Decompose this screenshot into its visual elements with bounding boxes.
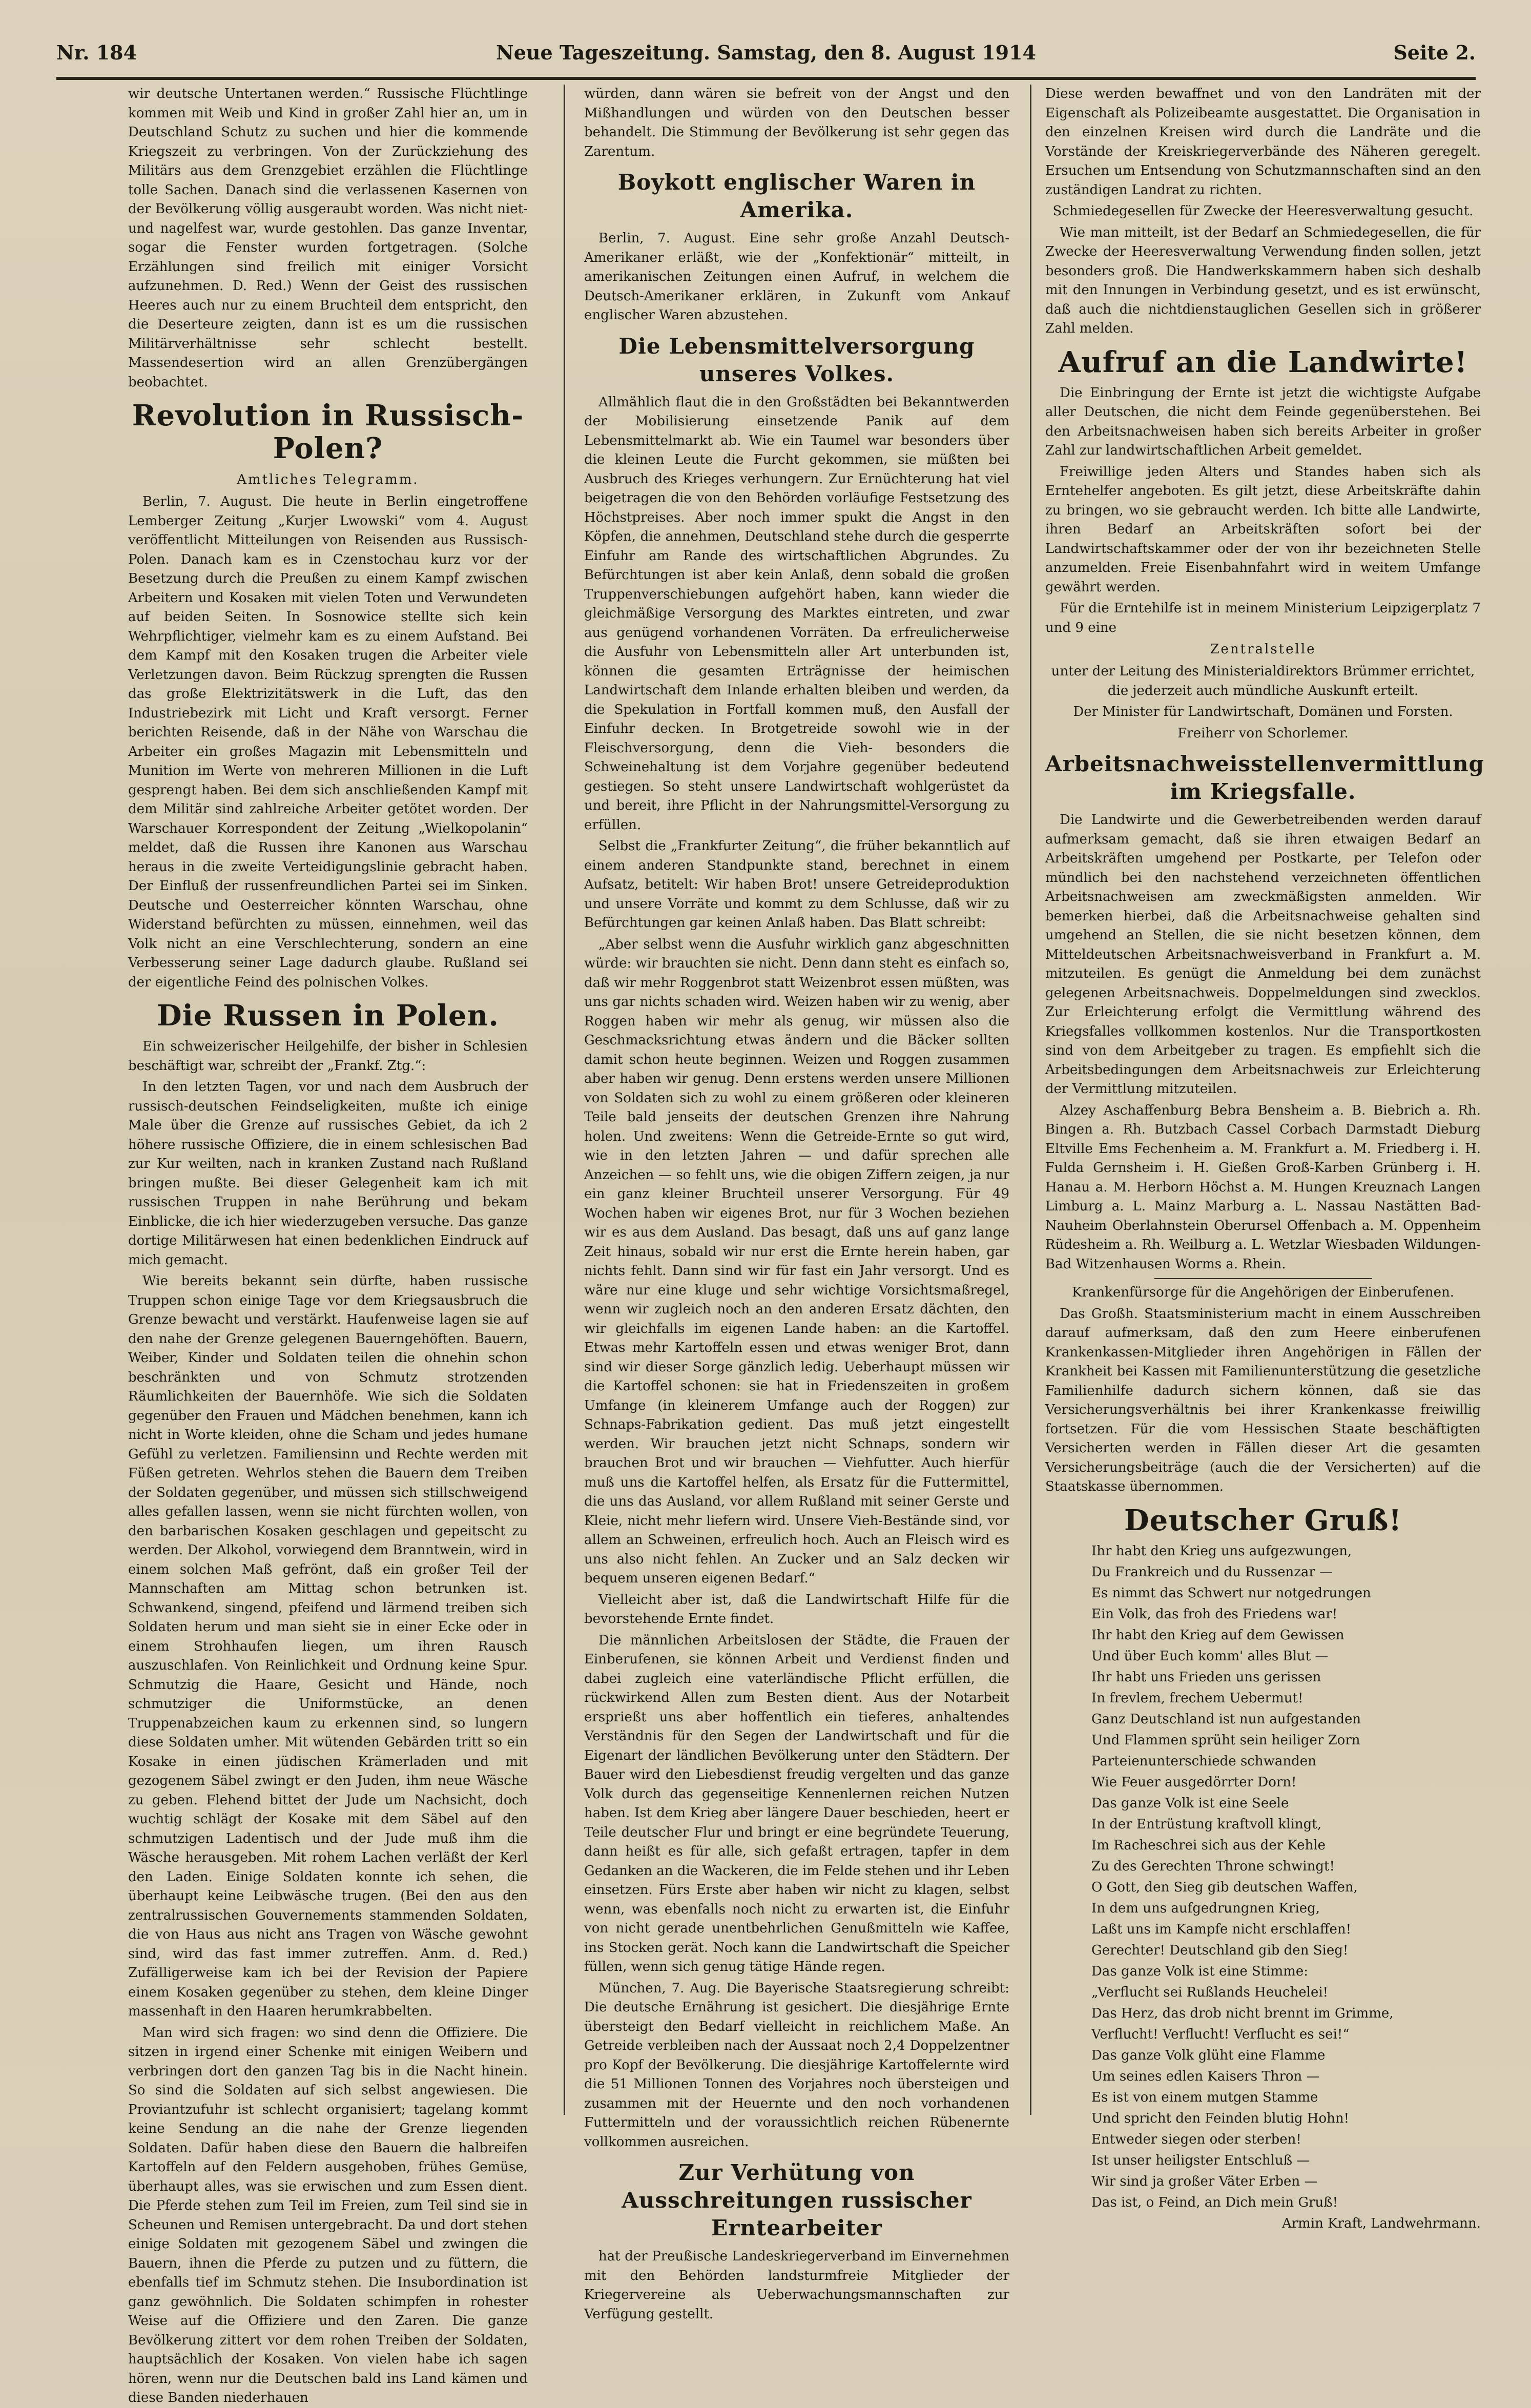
poem-line: Und spricht den Feinden blutig Hohn! xyxy=(1091,2110,1350,2126)
poem-line: Zu des Gerechten Throne schwingt! xyxy=(1091,1858,1335,1874)
subheadline-schmiedegesellen: Schmiedegesellen für Zwecke der Heeresverwaltung gesucht. xyxy=(1052,203,1474,219)
poem-line: Wie Feuer ausgedörrter Dorn! xyxy=(1091,1774,1297,1790)
issue-number: Nr. 184 xyxy=(56,41,137,64)
poem-line: Du Frankreich und du Russenzar — xyxy=(1091,1564,1333,1580)
paragraph: Ein schweizerischer Heilgehilfe, der bisher in Schlesien beschäftigt war, schreibt der „Frankf. Ztg.“: xyxy=(128,1039,528,1074)
paragraph: Selbst die „Frankfurter Zeitung“, die früher bekanntlich auf einem anderen Standpunkte stand, berechnet in einem Aufsatz, betitelt: Wir haben Brot! unsere Getreideproduktion und unsere Vorräte und kommt zu dem Schlusse, daß wir zu Befürchtungen gar keinen Anlaß haben. Das Blatt schreibt: xyxy=(584,838,1009,931)
paragraph: Freiwillige jeden Alters und Standes haben sich als Erntehelfer angeboten. Es gilt jetzt, diese Arbeitskräfte dahin zu bringen, wo sie gebraucht werden. Ich bitte alle Landwirte, ihren Bedarf an Arbeitskräften sofort bei der Landwirtschaftskammer oder der von ihr bezeichneten Stelle anzumelden. Freie Eisenbahnfahrt wird in weitem Umfange gewährt werden. xyxy=(1045,464,1481,595)
column-1 xyxy=(128,85,528,2405)
masthead xyxy=(56,36,1476,72)
poem-line: Das ganze Volk glüht eine Flamme xyxy=(1091,2047,1326,2063)
paragraph: würden, dann wären sie befreit von der Angst und den Mißhandlungen und würden von den Deutschen besser behandelt. Die Stimmung der Bevölkerung ist sehr gegen das Zarentum. xyxy=(584,86,1009,159)
poem-line: Das ganze Volk ist eine Seele xyxy=(1091,1795,1289,1811)
headline-deutscher-gruss: Deutscher Gruß! xyxy=(1124,1503,1402,1537)
poem-line: Entweder siegen oder sterben! xyxy=(1091,2131,1301,2147)
poem-line: Und über Euch komm' alles Blut — xyxy=(1091,1648,1329,1664)
column-divider xyxy=(1030,85,1031,2115)
paragraph: Wie man mitteilt, ist der Bedarf an Schmiedegesellen, die für Zwecke der Heeresverwaltung Verwendung finden sollen, jetzt besonders groß. Die Handwerkskammern haben sich deshalb mit den Innungen in Verbindung gesetzt, und es ist erwünscht, daß auch die nichtdienstauglichen Gesellen sich in größerer Zahl melden. xyxy=(1045,224,1481,336)
poem-line: Das ist, o Feind, an Dich mein Gruß! xyxy=(1091,2194,1338,2210)
subheadline-krankenfuersorge: Krankenfürsorge für die Angehörigen der Einberufenen. xyxy=(1071,1285,1455,1300)
poem-line: Ein Volk, das froh des Friedens war! xyxy=(1091,1606,1338,1622)
poem-line: O Gott, den Sieg gib deutschen Waffen, xyxy=(1091,1879,1358,1895)
paragraph: Die männlichen Arbeitslosen der Städte, die Frauen der Einberufenen, sie können Arbeit und Verdienst finden und dabei zugleich eine vaterländische Pflicht erfüllen, die rückwirkend Allen zum Besten dient. Aus der Notarbeit ersprießt uns aber hoffentlich ein tieferes, anhaltendes Verständnis für den Segen der Landwirtschaft und für die Eigenart der ländlichen Bevölkerung unter den Städtern. Der Bauer wird den Liebesdienst freudig vergelten und das ganze Volk durch das gegenseitige Kennenlernen reichen Nutzen haben. Ist dem Krieg aber längere Dauer beschieden, heert er Teile deutscher Flur und bringt er eine begründete Teuerung, dann heißt es für alle, sich gefaßt ertragen, tapfer in dem Gedanken an die Wackeren, die im Felde stehen und ihr Leben einsetzen. Fürs Erste aber haben wir nicht zu klagen, selbst wenn, was ebenfalls noch nicht zu erwarten ist, die Einfuhr von nicht gerade unentbehrlichen Genußmitteln wie Kaffee, ins Stocken gerät. Noch kann die Landwirtschaft die Speicher füllen, wenn sich genug tätige Hände regen. xyxy=(584,1632,1009,1974)
poem-line: Ist unser heiligster Entschluß — xyxy=(1091,2152,1310,2168)
paragraph: Die Landwirte und die Gewerbetreibenden werden darauf aufmerksam gemacht, daß sie ihren etwaigen Bedarf an Arbeitskräften umgehend per Postkarte, per Telefon oder mündlich bei den nachstehend verzeichneten öffentlichen Arbeitsnachweisen am zweckmäßigsten anmelden. Wir bemerken hierbei, daß die Arbeitsnachweise gehalten sind umgehend an Stellen, die sie nicht besetzen können, dem Mitteldeutschen Arbeitsnachweisverband in Frankfurt a. M. mitzuteilen. Es genügt die Anmeldung bei dem zunächst gelegenen Arbeitsnachweis. Doppelmeldungen sind zwecklos. Zur Erleichterung erfolgt die Vermittlung während des Kriegsfalles vollkommen kostenlos. Nur die Transportkosten sind von dem Arbeitgeber zu tragen. Es empfiehlt sich die Arbeitsbedingungen dem Arbeitsnachweis zur Erleichterung der Vermittlung mitzuteilen. xyxy=(1045,812,1481,1097)
paragraph: Man wird sich fragen: wo sind denn die Offiziere. Die sitzen in irgend einer Schenke mit einigen Weibern und verbringen dort den ganzen Tag bis in die Nacht hinein. So sind die Soldaten auf sich selbst angewiesen. Die Proviantzufuhr ist schlecht organisiert; tagelang kommt keine Sendung an die nahe der Grenze liegenden Soldaten. Dafür haben diese den Bauern die halbreifen Kartoffeln auf den Feldern ausgehoben, frühes Gemüse, überhaupt alles, was sie erwischen und zum Essen dient. Die Pferde stehen zum Teil im Freien, zum Teil sind sie in Scheunen und Remisen untergebracht. Da und dort stehen einige Soldaten mit gezogenem Säbel und zwingen die Bauern, ihnen die Pferde zu putzen und zu füttern, die ebenfalls tief im Schmutz stehen. Die Insubordination ist ganz gewöhnlich. Die Soldaten schimpfen in rohester Weise auf die Offiziere und den Zaren. Die ganze Bevölkerung zittert vor dem rohen Treiben der Soldaten, hauptsächlich der Kosaken. Von vielen habe ich sagen hören, wenn nur die Deutschen bald ins Land kämen und diese Banden niederhauen xyxy=(128,2025,528,2405)
poem-line: Ihr habt den Krieg uns aufgezwungen, xyxy=(1091,1543,1352,1559)
paragraph: In den letzten Tagen, vor und nach dem Ausbruch der russisch-deutschen Feindseligkeiten, mußte ich einige Male über die Grenze auf russisches Gebiet, da ich 2 höhere russische Offiziere, die in einem schlesischen Bad zur Kur weilten, nach in kranken Zustand nach Rußland bringen mußte. Bei dieser Gelegenheit kam ich mit russischen Truppen in nahe Berührung und bekam Einblicke, die ich hier wiederzugeben versuche. Das ganze dortige Militärwesen hat einen bedenklichen Eindruck auf mich gemacht. xyxy=(128,1079,528,1268)
poem-line: Laßt uns im Kampfe nicht erschlaffen! xyxy=(1091,1921,1352,1937)
poem-line: In frevlem, frechem Uebermut! xyxy=(1091,1690,1304,1706)
poem-line: Verflucht! Verflucht! Verflucht es sei!“ xyxy=(1091,2026,1350,2042)
poem-line: Im Racheschrei sich aus der Kehle xyxy=(1091,1837,1326,1853)
paragraph: Berlin, 7. August. Die heute in Berlin eingetroffene Lemberger Zeitung „Kurjer Lwowski“ vom 4. August veröffentlicht Mitteilungen von Reisenden aus Russisch-Polen. Danach kam es in Czenstochau kurz vor der Besetzung durch die Preußen zu einem Kampf zwischen Arbeitern und Kosaken mit vielen Toten und Verwundeten auf beiden Seiten. In Sosnowice stellte sich kein Wehrpflichtiger, vielmehr kam es zu einem Aufstand. Bei dem Kampf mit den Kosaken trugen die Arbeiter viele Verletzungen davon. Beim Rückzug sprengten die Russen das große Elektrizitätswerk in die Luft, das den Industriebezirk mit Licht und Kraft versorgt. Ferner berichten Reisende, daß in der Nähe von Warschau die Arbeiter ein großes Magazin mit Lebensmitteln und Munition im Werte von mehreren Millionen in die Luft gesprengt haben. Bei dem sich anschließenden Kampf mit dem Militär sind zahlreiche Arbeiter getötet worden. Der Warschauer Korrespondent der Zeitung „Wielkopolanin“ meldet, daß die Russen ihre Kanonen aus Warschau heraus in die zweite Verteidigungslinie gebracht haben. Der Einfluß der russenfreundlichen Partei sei im Sinken. Deutsche und Oesterreicher könnten Warschau, ohne Widerstand befürchten zu müssen, einnehmen, weil das Volk nicht an eine Verschlechterung, sondern an eine Verbesserung seiner Lage dadurch glaube. Rußland sei der eigentliche Feind des polnischen Volkes. xyxy=(128,494,528,990)
paragraph: Für die Erntehilfe ist in meinem Ministerium Leipzigerplatz 7 und 9 eine xyxy=(1045,601,1481,635)
headline-boykott: Boykott englischer Waren in Amerika. xyxy=(617,170,976,222)
poem-line: Parteienunterschiede schwanden xyxy=(1091,1753,1316,1769)
poem xyxy=(1045,1542,1481,2212)
paragraph: Alzey Aschaffenburg Bebra Bensheim a. B. Biebrich a. Rh. Bingen a. Rh. Butzbach Cassel Corbach Darmstadt Dieburg Eltville Ems Fechenheim a. M. Frankfurt a. M. Friedberg i. H. Fulda Gernsheim i. H. Gießen Groß-Karben Grünberg i. H. Hanau a. M. Herborn Höchst a. M. Hungen Kreuznach Langen Limburg a. L. Mainz Marburg a. L. Nassau Nastätten Bad-Nauheim Oberlahnstein Oberursel Offenbach a. M. Oppenheim Rüdesheim a. Rh. Weilburg a. L. Wetzlar Wiesbaden Wildungen-Bad Witzenhausen Worms a. Rhein. xyxy=(1045,1102,1481,1272)
headline-aufruf: Aufruf an die Landwirte! xyxy=(1058,345,1468,379)
paragraph: hat der Preußische Landeskriegerverband im Einvernehmen mit den Behörden landsturmfreie Mitglieder der Kriegervereine als Ueberwachungsmannschaften zur Verfügung gestellt. xyxy=(584,2249,1009,2322)
paragraph: München, 7. Aug. Die Bayerische Staatsregierung schreibt: Die deutsche Ernährung ist gesichert. Die diesjährige Ernte übersteigt den Bedarf vielleicht in reichlichem Maße. An Getreide verbleiben nach der Aussaat noch 2,4 Doppelzentner pro Kopf der Bevölkerung. Die diesjährige Kartoffelernte wird die 51 Millionen Tonnen des Vorjahres noch übersteigen und zusammen mit der Heuernte und den noch vorhandenen Futtermitteln und der voraussichtlich reichen Rübenernte vollkommen ausreichen. xyxy=(584,1980,1009,2150)
headline-revolution: Revolution in Russisch-Polen? xyxy=(132,399,524,465)
headline-russen-in-polen: Die Russen in Polen. xyxy=(157,999,499,1033)
paragraph: Allmählich flaut die in den Großstädten bei Bekanntwerden der Mobilisierung einsetzende Panik auf dem Lebensmittelmarkt ab. Wie ein Taumel war besonders über die kleinen Leute die Furcht gekommen, sie müßten bei Ausbruch des Krieges verhungern. Zur Ernüchterung hat viel beigetragen die von den Behörden vorläufige Festsetzung des Höchstpreises. Aber noch immer spukt die Angst in den Köpfen, die annehmen, Deutschland stehe durch die gesperrte Einfuhr am Rande des wirtschaftlichen Abgrundes. Zu Befürchtungen ist aber kein Anlaß, denn sobald die großen Truppenverschiebungen aufgehört haben, kann wieder die gleichmäßige Versorgung des Marktes eintreten, und zwar aus genügend vorhandenen Vorräten. Da erfreulicherweise die Ausfuhr von Lebensmitteln aller Art unterbunden ist, können die gesamten Erträgnisse der heimischen Landwirtschaft dem Inlande erhalten bleiben und werden, da die Spekulation in Fortfall kommen muß, den Ausfall der Einfuhr decken. In Brotgetreide sowohl wie in der Fleischversorgung, denn die Vieh- besonders die Schweinehaltung ist dem Vorjahre gegenüber bedeutend gestiegen. So steht unsere Landwirtschaft wohlgerüstet da und bereit, ihre Pflicht in der Nahrungsmittel-Versorgung zu erfüllen. xyxy=(584,394,1009,833)
poem-line: Ihr habt den Krieg auf dem Gewissen xyxy=(1091,1627,1344,1643)
header-rule xyxy=(56,77,1476,80)
headline-erntearbeiter: Zur Verhütung von Ausschreitungen russischer Erntearbeiter xyxy=(622,2160,972,2240)
headline-arbeitsnachweis: Arbeitsnachweisstellenvermittlung im Kriegsfalle. xyxy=(1045,751,1484,804)
poem-line: „Verflucht sei Rußlands Heuchelei! xyxy=(1091,1984,1329,2000)
column-3 xyxy=(1045,85,1484,2231)
poem-line: Das Herz, das drob nicht brennt im Grimme, xyxy=(1091,2005,1394,2021)
poem-line: In dem uns aufgedrungnen Krieg, xyxy=(1091,1900,1320,1916)
paragraph: wir deutsche Untertanen werden.“ Russische Flüchtlinge kommen mit Weib und Kind in großer Zahl hier an, um in Deutschland Schutz zu suchen und hier die kommende Kriegszeit zu verbringen. Von der Zurückziehung des Militärs aus dem Grenzgebiet erzählen die Flüchtlinge tolle Sachen. Danach sind die verlassenen Kasernen von der Bevölkerung völlig ausgeraubt worden. Was nicht niet- und nagelfest war, wurde gestohlen. Das ganze Inventar, sogar die Fenster wurden fortgetragen. (Solche Erzählungen sind freilich mit einiger Vorsicht aufzunehmen. D. Red.) Wenn der Geist des russischen Heeres auch nur zu einem Bruchteil dem entspricht, den die Deserteure zeigten, dann ist es um die russischen Militärverhältnisse sehr schlecht bestellt. Massendesertion wird an allen Grenzübergängen beobachtet. xyxy=(128,86,528,390)
paragraph: Wie bereits bekannt sein dürfte, haben russische Truppen schon einige Tage vor dem Kriegsausbruch die Grenze bewacht und verstärkt. Haufenweise lagen sie auf den nahe der Grenze gelegenen Bauerngehöften. Bauern, Weiber, Kinder und Soldaten teilen die ohnehin schon beschränkten und von Schmutz strotzenden Räumlichkeiten der Bauernhöfe. Wie sich die Soldaten gegenüber den Frauen und Mädchen benehmen, kann ich nicht in Worte kleiden, ohne die Scham und jedes humane Gefühl zu verletzen. Familiensinn und Rechte werden mit Füßen getreten. Wehrlos stehen die Bauern dem Treiben der Soldaten gegenüber, und müssen sich stillschweigend alles gefallen lassen, wenn sie nicht fürchten wollen, von den barbarischen Kosaken geschlagen und gepeitscht zu werden. Der Alkohol, vorwiegend dem Branntwein, wird in einem solchen Maß gefrönt, daß ein großer Teil der Mannschaften am Mittag schon betrunken ist. Schwankend, singend, pfeifend und lärmend treiben sich Soldaten herum und man sieht sie in einer Ecke oder in einem Strohhaufen liegen, um ihren Rausch auszuschlafen. Von Reinlichkeit und Ordnung keine Spur. Schmutzig die Haare, Gesicht und Hände, noch schmutziger die Uniformstücke, an denen Truppenabzeichen kaum zu erkennen sind, so lungern diese Soldaten umher. Mit wütenden Gebärden tritt so ein Kosake in einen jüdischen Krämerladen und mit gezogenem Säbel zwingt er den Juden, ihm neue Wäsche zu geben. Flehend bittet der Jude um Nachsicht, doch wuchtig schlägt der Kosake mit dem Säbel auf den schmutzigen Ladentisch und der Jude muß ihm die Wäsche herausgeben. Mit rohem Lachen verläßt der Kerl den Laden. Einige Soldaten konnte ich sehen, die überhaupt keine Leibwäsche trugen. (Bei den aus den zentralrussischen Gouvernements stammenden Soldaten, die von Haus aus nicht ans Tragen von Wäsche gewohnt sind, wird das fast immer zutreffen. Anm. d. Red.) Zufälligerweise kam ich bei der Revision der Papiere einem Kosaken gegenüber zu stehen, dem kleine Dinger massenhaft in den Haaren herumkrabbelten. xyxy=(128,1273,528,2019)
headline-lebensmittel: Die Lebensmittelversorgung unseres Volkes. xyxy=(618,333,975,386)
minister-title: Der Minister für Landwirtschaft, Domänen und Forsten. xyxy=(1073,704,1453,719)
poem-line: Es ist von einem mutgen Stamme xyxy=(1091,2089,1318,2105)
paragraph: Vielleicht aber ist, daß die Landwirtschaft Hilfe für die bevorstehende Ernte findet. xyxy=(584,1592,1009,1627)
column-divider xyxy=(564,85,565,2115)
paragraph: Berlin, 7. August. Eine sehr große Anzahl Deutsch-Amerikaner erläßt, wie der „Konfektionär“ mitteilt, in amerikanischen Zeitungen einen Aufruf, in welchem die Deutsch-Amerikaner erklären, in Zukunft vom Ankauf englischer Waren abzustehen. xyxy=(584,231,1009,323)
poem-line: In der Entrüstung kraftvoll klingt, xyxy=(1091,1816,1322,1832)
poem-line: Um seines edlen Kaisers Thron — xyxy=(1091,2068,1320,2084)
newspaper-title-date: Neue Tageszeitung. Samstag, den 8. August 1914 xyxy=(496,41,1036,64)
poem-signature: Armin Kraft, Landwehrmann. xyxy=(1281,2215,1481,2231)
paragraph: Die Einbringung der Ernte ist jetzt die wichtigste Aufgabe aller Deutschen, die nicht dem Feinde gegenüberstehen. Bei den Arbeitsnachweisen haben sich bereits Arbeiter in großer Zahl zur landwirtschaftlichen Arbeit gemeldet. xyxy=(1045,385,1481,458)
paragraph: unter der Leitung des Ministerialdirektors Brümmer errichtet, die jederzeit auch mündliche Auskunft erteilt. xyxy=(1051,664,1475,698)
poem-line: Wir sind ja großer Väter Erben — xyxy=(1091,2173,1318,2189)
poem-line: Ihr habt uns Frieden uns gerissen xyxy=(1091,1669,1321,1685)
paragraph: Das Großh. Staatsministerium macht in einem Ausschreiben darauf aufmerksam, daß den zum Heere einberufenen Krankenkassen-Mitglieder ihren Angehörigen in Fällen der Krankheit bei Kassen mit Familienunterstützung die gesetzliche Familienhilfe dadurch sichern können, daß sie das Versicherungsverhältnis bei ihrer Krankenkasse freiwillig fortsetzen. Für die vom Hessischen Staate beschäftigten Versicherten werden in Fällen dieser Art die gesamten Versicherungsbeiträge (auch die der Versicherten) auf die Staatskasse übernommen. xyxy=(1045,1306,1481,1494)
poem-line: Es nimmt das Schwert nur notgedrungen xyxy=(1091,1585,1371,1601)
section-divider xyxy=(1154,1278,1372,1279)
poem-line: Gerechter! Deutschland gib den Sieg! xyxy=(1091,1942,1349,1958)
zentralstelle-label: Zentralstelle xyxy=(1210,642,1316,657)
poem-line: Und Flammen sprüht sein heiliger Zorn xyxy=(1091,1732,1360,1748)
poem-line: Das ganze Volk ist eine Stimme: xyxy=(1091,1963,1309,1979)
page-number: Seite 2. xyxy=(1393,41,1476,64)
subheadline: Amtliches Telegramm. xyxy=(237,472,419,487)
minister-name: Freiherr von Schorlemer. xyxy=(1177,725,1349,741)
paragraph: Diese werden bewaffnet und von den Landräten mit der Eigenschaft als Polizeibeamte ausgestattet. Die Organisation in den einzelnen Kreisen wird durch die Landräte und die Vorstände der Kreiskriegerverbände des Näheren geregelt. Ersuchen um Entsendung von Schutzmannschaften sind an den zuständigen Landrat zu richten. xyxy=(1045,86,1481,198)
poem-line: Ganz Deutschland ist nun aufgestanden xyxy=(1091,1711,1361,1727)
paragraph: „Aber selbst wenn die Ausfuhr wirklich ganz abgeschnitten würde: wir brauchten sie nicht. Denn dann steht es einfach so, daß wir mehr Roggenbrot statt Weizenbrot essen müßten, was uns gar nichts schaden wird. Weizen haben wir zu wenig, aber Roggen haben wir mehr als genug, wir müssen also die Geschmacksrichtung etwas ändern und die Bäcker sollten damit schon heute beginnen. Weizen und Roggen zusammen aber haben wir genug. Denn erstens werden unsere Millionen von Soldaten sich zu wohl zu einem größeren oder kleineren Teile bald jenseits der deutschen Grenzen ihre Nahrung holen. Und zweitens: Wenn die Getreide-Ernte so gut wird, wie in den letzten Jahren — und dafür sprechen alle Anzeichen — so fehlt uns, wie die obigen Ziffern zeigen, ja nur ein ganz kleiner Bruchteil unserer Versorgung. Für 49 Wochen haben wir eigenes Brot, nur für 3 Wochen beziehen wir es aus dem Ausland. Das besagt, daß uns auf ganz lange Zeit hinaus, sobald wir nur erst die Ernte herein haben, gar nichts fehlt. Dann sind wir für fast ein Jahr versorgt. Und es wäre nur eine kluge und sehr wichtige Vorsichtsmaßregel, wenn wir zugleich noch an den anderen Ersatz dächten, den wir gleichfalls im eigenen Lande haben: an die Kartoffel. Etwas mehr Kartoffeln essen und etwas weniger Brot, dann sind wir dieser Sorge gänzlich ledig. Ueberhaupt müssen wir die Kartoffel schonen: sie hat in Friedenszeiten in großem Umfange (in kleinerem Umfange auch der Roggen) zur Schnaps-Fabrikation gedient. Das muß jetzt eingestellt werden. Wir brauchen jetzt nicht Schnaps, sondern wir brauchen Brot und wir brauchen — Viehfutter. Auch hierfür muß uns die Kartoffel helfen, als Ersatz für die Futtermittel, die uns das Ausland, vor allem Rußland mit seiner Gerste und Kleie, nicht mehr liefern wird. Unsere Vieh-Bestände sind, vor allem an Schweinen, erfreulich hoch. Auch an Fleisch wird es uns also nicht fehlen. An Zucker und an Salz decken wir bequem unseren eigenen Bedarf.“ xyxy=(584,936,1009,1586)
column-2 xyxy=(584,85,1009,2322)
